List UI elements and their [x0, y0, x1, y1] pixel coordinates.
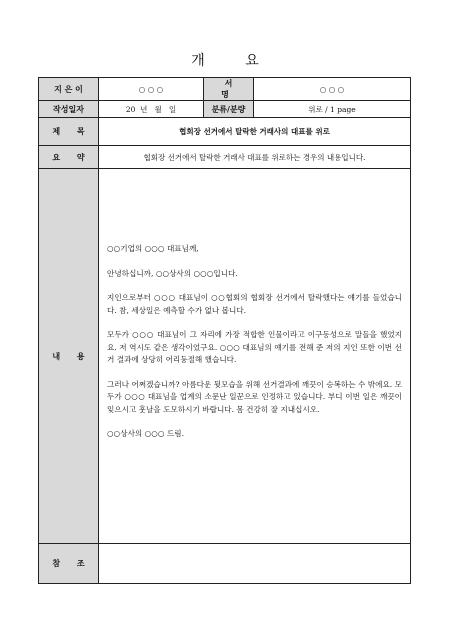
letter-paragraph: ○○기업의 ○○○ 대표님께, — [107, 244, 199, 253]
letter-paragraph: ○○상사의 ○○○ 드림. — [107, 429, 185, 438]
signature-value: ○ ○ ○ — [254, 78, 411, 101]
content-cell — [99, 169, 411, 544]
subject-label: 제 목 — [39, 118, 99, 146]
content-label: 내 용 — [39, 169, 99, 544]
summary-value: 협회장 선거에서 탈락한 거래사 대표를 위로하는 경우의 내용입니다. — [99, 146, 411, 169]
category-value: 위로 / 1 page — [254, 101, 411, 118]
date-row — [39, 101, 411, 118]
letter-paragraph: 안녕하십니까, ○○상사의 ○○○입니다. — [107, 268, 238, 278]
subject-value: 협회장 선거에서 탈락한 거래사의 대표를 위로 — [99, 118, 411, 146]
letter-paragraph: 모두가 ○○○ 대표님이 그 자리에 가장 적합한 인물이라고 이구동성으로 말들을 했었지요. 저 역시도 같은 생각이었구요. ○○○ 대표님의 얘기를 전해 준 저의 지인 또한 이번 선거 결과에 상당히 어리둥절해 했습니다. — [107, 330, 402, 364]
letter-body — [99, 169, 410, 441]
date-value: 20 년 월 일 — [99, 101, 204, 118]
reference-value — [99, 544, 411, 584]
page-title: 개 요 — [191, 53, 277, 69]
letter-paragraph: 그러나 어쩌겠습니까? 아름다운 뒷모습을 위해 선거결과에 깨끗이 승복하는 수 밖에요. 모두가 ○○○ 대표님을 업계의 소문난 일꾼으로 인정하고 있습니다. 부디 이번 일은 깨끗이 잊으시고 훗날을 도모하시기 바랍니다. 몸 건강히 잘 지내십시오. — [107, 379, 402, 414]
author-label: 지 은 이 — [39, 78, 99, 101]
reference-row — [39, 544, 411, 584]
content-row — [39, 169, 411, 544]
summary-label: 요 약 — [39, 146, 99, 169]
reference-label: 참 조 — [39, 544, 99, 584]
author-value: ○ ○ ○ — [99, 78, 204, 101]
subject-row — [39, 118, 411, 146]
summary-row — [39, 146, 411, 169]
summary-form-table — [38, 77, 411, 584]
letter-paragraph: 지인으로부터 ○○○ 대표님이 ○○협회의 협회장 선거에서 탈락했다는 얘기를 들었습니다. 참, 세상일은 예측할 수가 없나 봅니다. — [107, 293, 402, 315]
signature-label: 서 명 — [204, 78, 254, 101]
date-label: 작성일자 — [39, 101, 99, 118]
author-row — [39, 78, 411, 101]
category-label: 분류/분량 — [204, 101, 254, 118]
